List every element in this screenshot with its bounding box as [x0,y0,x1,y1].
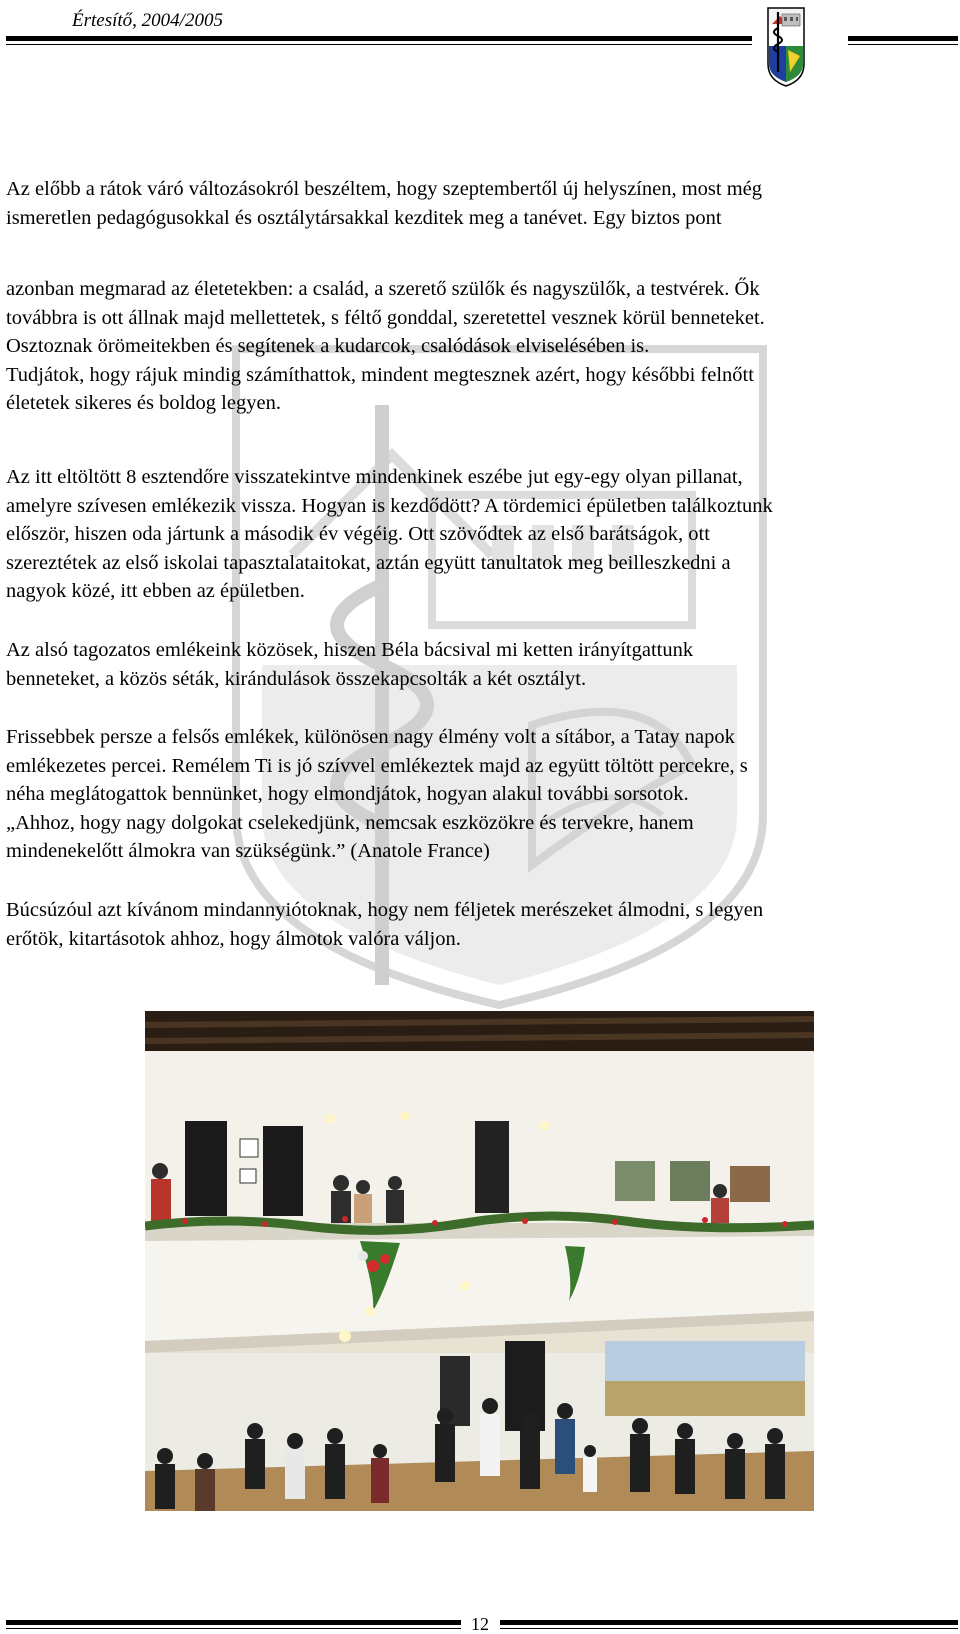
footer-rule-right-thin [500,1628,958,1629]
photo-school-hall-gathering-icon [145,1011,814,1511]
paragraph-2 [6,275,956,418]
footer-rule-left [6,1620,461,1625]
paragraph-6 [6,896,956,953]
school-hall-photo [145,1011,814,1511]
text-line: amelyre szívesen emlékezik vissza. Hogyan is kezdődött? A tördemici épületben találkoztunk [6,494,773,517]
text-line: Búcsúzóul azt kívánom mindannyiótoknak, hogy nem féljetek merészeket álmodni, s legyen [6,899,764,921]
header-rule-thin [6,44,752,45]
footer-rule-left-thin [6,1628,461,1629]
school-crest-icon [766,6,806,88]
header-rule [6,36,752,41]
text-line: „Ahhoz, hogy nagy dolgokat cselekedjünk, nemcsak eszközökre és tervekre, hanem [6,811,694,834]
text-line: Tudjátok, hogy rájuk mindig számíthattok, mindent megtesznek azért, hogy későbbi felnőtt [6,363,754,386]
text-line: erőtök, kitartásotok ahhoz, hogy álmotok valóra váljon. [6,927,461,950]
text-line: Az itt eltöltött 8 esztendőre visszatekintve mindenkinek eszébe jut egy-egy olyan pillanat, [6,466,743,488]
text-line: Frissebbek persze a felsős emlékek, különösen nagy élmény volt a sítábor, a Tatay napok [6,726,735,748]
text-line: továbbra is ott állnak majd mellettetek, s féltő gonddal, szeretettel vesznek körül benneteket. [6,306,765,329]
text-line: először, hiszen oda jártunk a második év végéig. Ott szövődtek az első barátságok, ott [6,523,710,545]
publication-title: Értesítő, 2004/2005 [72,10,223,31]
header-rule-right-thin [848,44,958,45]
footer-rule-right [500,1620,958,1625]
text-line: szereztétek az első iskolai tapasztalataitokat, aztán együtt tanultatok meg beilleszkedni a [6,551,731,574]
header-rule-right [848,36,958,41]
paragraph-5 [6,723,956,866]
text-line: Az alsó tagozatos emlékeink közösek, hiszen Béla bácsival mi ketten irányítgattunk [6,639,694,661]
text-line: emlékezetes percei. Remélem Ti is jó szívvel emlékeztek majd az együtt töltött percekre, s [6,754,748,777]
text-line: azonban megmarad az életetekben: a család, a szerető szülők és nagyszülők, a testvérek. Ők [6,278,760,300]
text-line: ismeretlen pedagógusokkal és osztálytársakkal kezditek meg a tanévet. Egy biztos pont [6,206,722,229]
text-line: Osztoznak örömeitekben és segítenek a kudarcok, csalódások elviselésében is. [6,335,650,357]
page-number: 12 [471,1614,489,1634]
text-line: benneteket, a közös séták, kirándulások összekapcsolták a két osztályt. [6,667,587,690]
text-line: néha meglátogattok bennünket, hogy elmondjátok, hogyan alakul további sorsotok. [6,783,689,805]
text-line: életetek sikeres és boldog legyen. [6,392,281,414]
text-line: mindenekelőtt álmokra van szükségünk.” (Anatole France) [6,840,490,862]
paragraph-4 [6,636,956,693]
paragraph-3 [6,463,956,606]
text-line: Az előbb a rátok váró változásokról beszéltem, hogy szeptembertől új helyszínen, most még [6,178,762,200]
text-line: nagyok közé, itt ebben az épületben. [6,580,305,602]
paragraph-1 [6,175,956,232]
